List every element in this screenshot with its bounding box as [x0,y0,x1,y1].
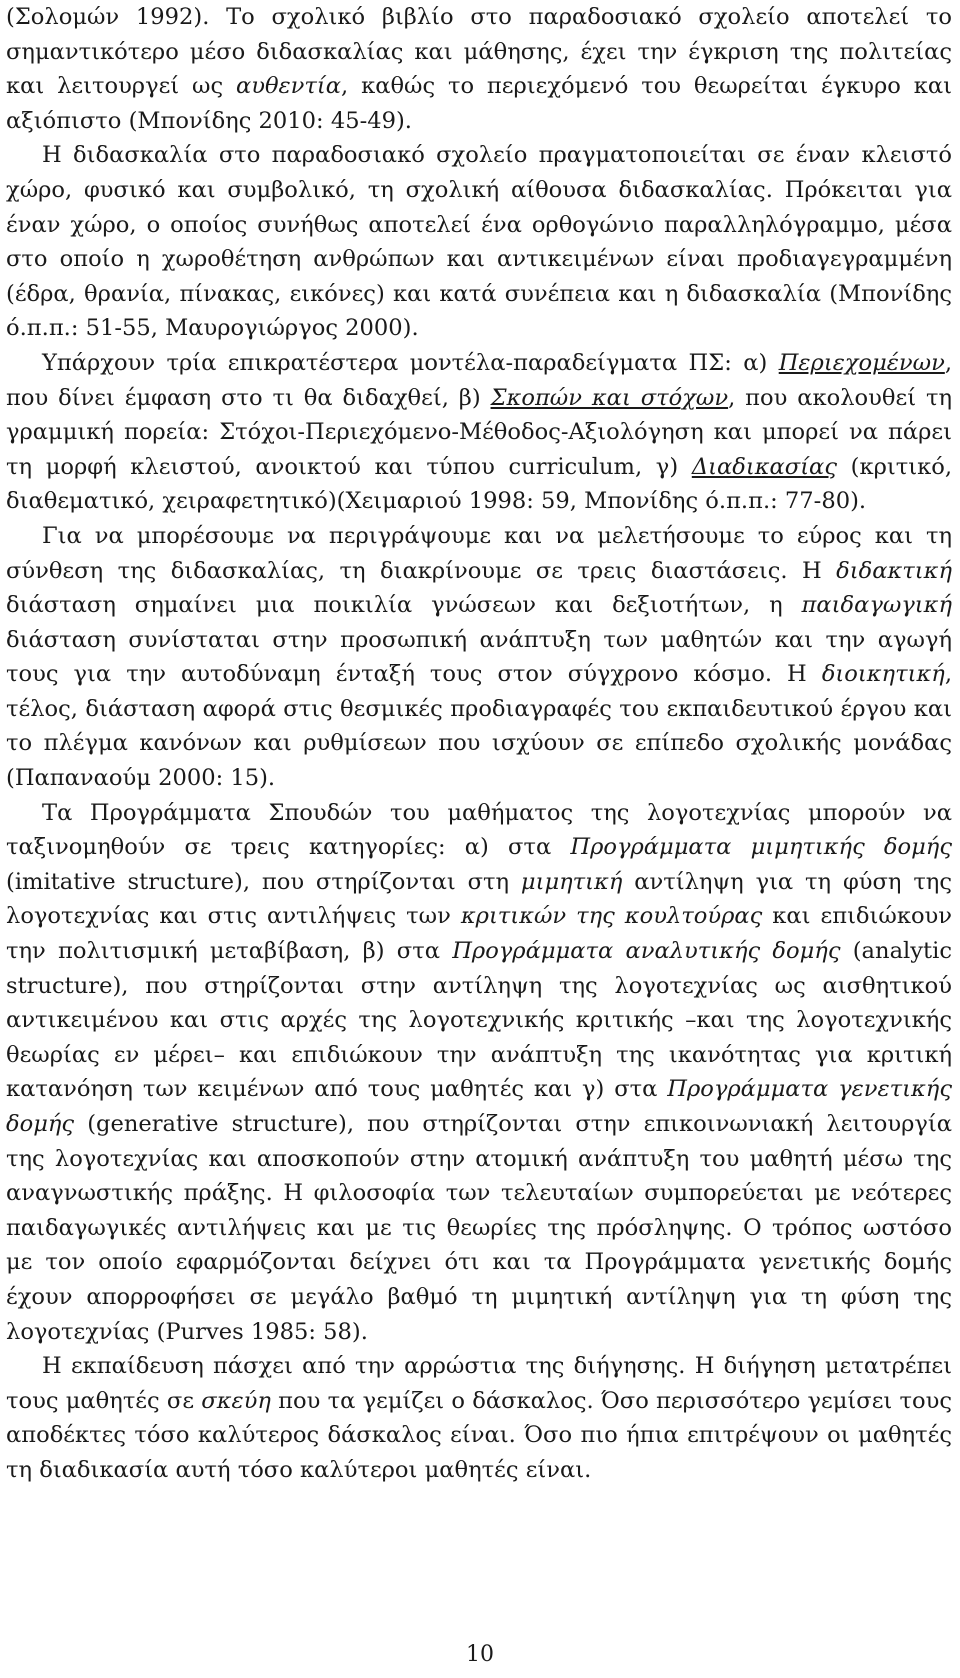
text-run: (Σολομών 1992). Το σχολικό βιβλίο στο παραδοσιακό σχολείο αποτελεί το σημαντικότερο μέσο διδασκαλίας και μάθησης, έχει την έγκριση της πολιτείας και λειτουργεί ως [6,4,952,100]
emphasized-text: Σκοπών και στόχων [490,384,729,411]
emphasized-text: διοικητική [821,661,945,688]
text-run: αντίληψη για τη φύση της λογοτεχνίας και στις αντιλήψεις των [6,868,953,930]
text-run: (imitative structure), που στηρίζονται στη [6,868,521,895]
text-run: (analytic structure), που στηρίζονται στην αντίληψη της λογοτεχνίας ως αισθητικού αντικειμένου και στις αρχές της λογοτεχνικής κριτικής –και της λογοτεχνικής θεωρίας εν μέρει– και επιδιώκουν την ανάπτυξη της ικανότητας για κριτική κατανόηση των κειμένων από τους μαθητές και γ) στα [6,938,952,1103]
paragraph [6,138,952,346]
text-run: , τέλος, διάσταση αφορά στις θεσμικές προδιαγραφές του εκπαιδευτικού έργου και το πλέγμα κανόνων και ρυθμίσεων που ισχύουν σε επίπεδο σχολικής μονάδας (Παπαναούμ 2000: 15). [6,661,952,792]
text-run: διάσταση συνίσταται στην προσωπική ανάπτυξη των μαθητών και την αγωγή τους για την αυτοδύναμη ένταξή τους στον σύγχρονο κόσμο. Η [6,626,952,688]
emphasized-text: διδακτική [836,557,952,584]
paragraph [6,0,952,138]
text-run: Η εκπαίδευση πάσχει από την αρρώστια της διήγησης. Η διήγηση μετατρέπει τους μαθητές σε [6,1353,952,1414]
text-run: Τα Προγράμματα Σπουδών του μαθήματος της λογοτεχνίας μπορούν να ταξινομηθούν σε τρεις κατηγορίες: α) στα [6,799,952,861]
text-run: Για να μπορέσουμε να περιγράψουμε και να μελετήσουμε το εύρος και τη σύνθεση της διδασκαλίας, τη διακρίνουμε σε τρεις διαστάσεις. Η [6,522,952,584]
emphasized-text: Διαδικασίας [691,453,837,480]
emphasized-text: Προγράμματα μιμητικής δομής [570,834,952,861]
text-run: που τα γεμίζει ο δάσκαλος. Όσο περισσότερο γεμίσει τους αποδέκτες τόσο καλύτερος δάσκαλος είναι. Όσο πιο ήπια επιτρέψουν οι μαθητές τη διαδικασία αυτή τόσο καλύτεροι μαθητές είναι. [6,1387,953,1483]
paragraph [6,519,952,796]
emphasized-text: Περιεχομένων [778,349,945,376]
text-run: (generative structure), που στηρίζονται στην επικοινωνιακή λειτουργία της λογοτεχνίας και αποσκοπούν στην ατομική ανάπτυξη του μαθητή μέσω της αναγνωστικής πράξης. Η φιλοσοφία των τελευταίων συμπορεύεται με νεότερες παιδαγωγικές αντιλήψεις και με τις θεωρίες της πρόσληψης. Ο τρόπος ωστόσο με τον οποίο εφαρμόζονται δείχνει ότι και τα Προγράμματα γενετικής δομής έχουν απορροφήσει σε μεγάλο βαθμό τη μιμητική αντίληψη για τη φύση της λογοτεχνίας (Purves 1985: 58). [6,1111,952,1345]
text-run: Υπάρχουν τρία επικρατέστερα μοντέλα-παραδείγματα ΠΣ: α) [42,349,779,376]
emphasized-text: παιδαγωγική [801,592,952,619]
paragraph [6,346,952,519]
text-run: , που ακολουθεί τη γραμμική πορεία: Στόχοι-Περιεχόμενο-Μέθοδος-Αξιολόγηση και μπορεί να πάρει τη μορφή κλειστού, ανοικτού και τύπου curriculum, γ) [6,384,952,480]
emphasized-text: κριτικών της κουλτούρας [460,903,763,930]
text-run: , καθώς το περιεχόμενό του θεωρείται έγκυρο και αξιόπιστο (Μπονίδης 2010: 45-49). [6,73,952,134]
paragraph [6,796,952,1350]
text-run: (κριτικό, διαθεματικό, χειραφετητικό)(Χειμαριού 1998: 59, Μπονίδης ό.π.π.: 77-80). [6,453,952,515]
text-run: , που δίνει έμφαση στο τι θα διδαχθεί, β) [6,349,952,411]
document-page [6,0,952,1488]
text-run: διάσταση σημαίνει μια ποικιλία γνώσεων και δεξιοτήτων, η [6,592,802,619]
text-run: και επιδιώκουν την πολιτισμική μεταβίβαση, β) στα [6,903,953,965]
emphasized-text: σκεύη [201,1387,271,1414]
page-number: 10 [466,1642,494,1667]
document-body [6,0,952,1488]
paragraph [6,1349,952,1487]
emphasized-text: Προγράμματα γενετικής δομής [6,1076,952,1137]
text-run: Η διδασκαλία στο παραδοσιακό σχολείο πραγματοποιείται σε έναν κλειστό χώρο, φυσικό και συμβολικό, τη σχολική αίθουσα διδασκαλίας. Πρόκειται για έναν χώρο, ο οποίος συνήθως αποτελεί ένα ορθογώνιο παραλληλόγραμμο, μέσα στο οποίο η χωροθέτηση ανθρώπων και αντικειμένων είναι προδιαγεγραμμένη (έδρα, θρανία, πίνακας, εικόνες) και κατά συνέπεια και η διδασκαλία (Μπονίδης ό.π.π.: 51-55, Μαυρογιώργος 2000). [6,142,952,342]
emphasized-text: αυθεντία [235,73,342,100]
emphasized-text: Προγράμματα αναλυτικής δομής [452,938,841,965]
emphasized-text: μιμητική [520,868,623,895]
